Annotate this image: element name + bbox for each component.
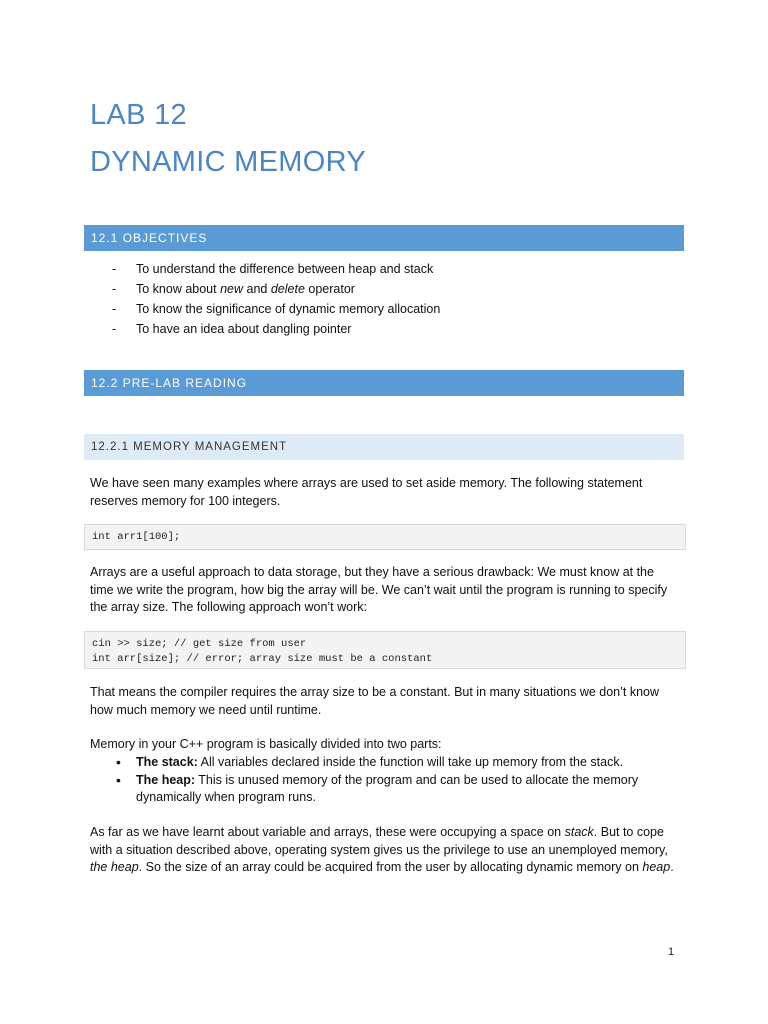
objectives-list xyxy=(112,259,440,339)
objectives-heading: 12.1 OBJECTIVES xyxy=(84,225,684,251)
bullet-stack: • The stack: All variables declared inside the function will take up memory from the stack. xyxy=(112,754,672,772)
lab-number-title: LAB 12 xyxy=(90,99,187,131)
objective-item: - To know the significance of dynamic memory allocation xyxy=(112,299,440,319)
paragraph-memory-parts: Memory in your C++ program is basically divided into two parts: xyxy=(90,737,442,751)
objective-item: - To understand the difference between heap and stack xyxy=(112,259,440,279)
prelab-heading: 12.2 PRE-LAB READING xyxy=(84,370,684,396)
paragraph-arrays-drawback: Arrays are a useful approach to data storage, but they have a serious drawback: We must know at the time we write the program, how big the array will be. We can’t wait until the program is running to specify the array size. The following approach won’t work: xyxy=(90,565,668,614)
code-block-runtime-size xyxy=(84,631,686,669)
bullet-heap: • The heap: This is unused memory of the program and can be used to allocate the memory dynamically when program runs. xyxy=(112,772,672,807)
objective-item: - To have an idea about dangling pointer xyxy=(112,319,440,339)
memory-management-heading: 12.2.1 MEMORY MANAGEMENT xyxy=(84,434,684,460)
lab-topic-title: DYNAMIC MEMORY xyxy=(90,146,366,178)
paragraph-heap-explanation: As far as we have learnt about variable and arrays, these were occupying a space on stack. But to cope with a situation described above, operating system gives us the privilege to use an unemployed memory, the heap. So the size of an array could be acquired from the user by allocating dynamic memory on heap. xyxy=(90,825,674,874)
code-line: int arr[size]; // error; array size must be a constant xyxy=(92,653,433,665)
paragraph-arrays-intro: We have seen many examples where arrays are used to set aside memory. The following statement reserves memory for 100 integers. xyxy=(90,476,643,508)
code-line: int arr1[100]; xyxy=(92,531,181,543)
memory-parts-list xyxy=(112,754,672,807)
code-line: cin >> size; // get size from user xyxy=(92,638,307,650)
page-number: 1 xyxy=(668,946,675,958)
code-block-array-decl xyxy=(84,524,686,550)
objective-item: - To know about new and delete operator xyxy=(112,279,440,299)
paragraph-compiler-constant: That means the compiler requires the array size to be a constant. But in many situations we don’t know how much memory we need until runtime. xyxy=(90,685,660,717)
